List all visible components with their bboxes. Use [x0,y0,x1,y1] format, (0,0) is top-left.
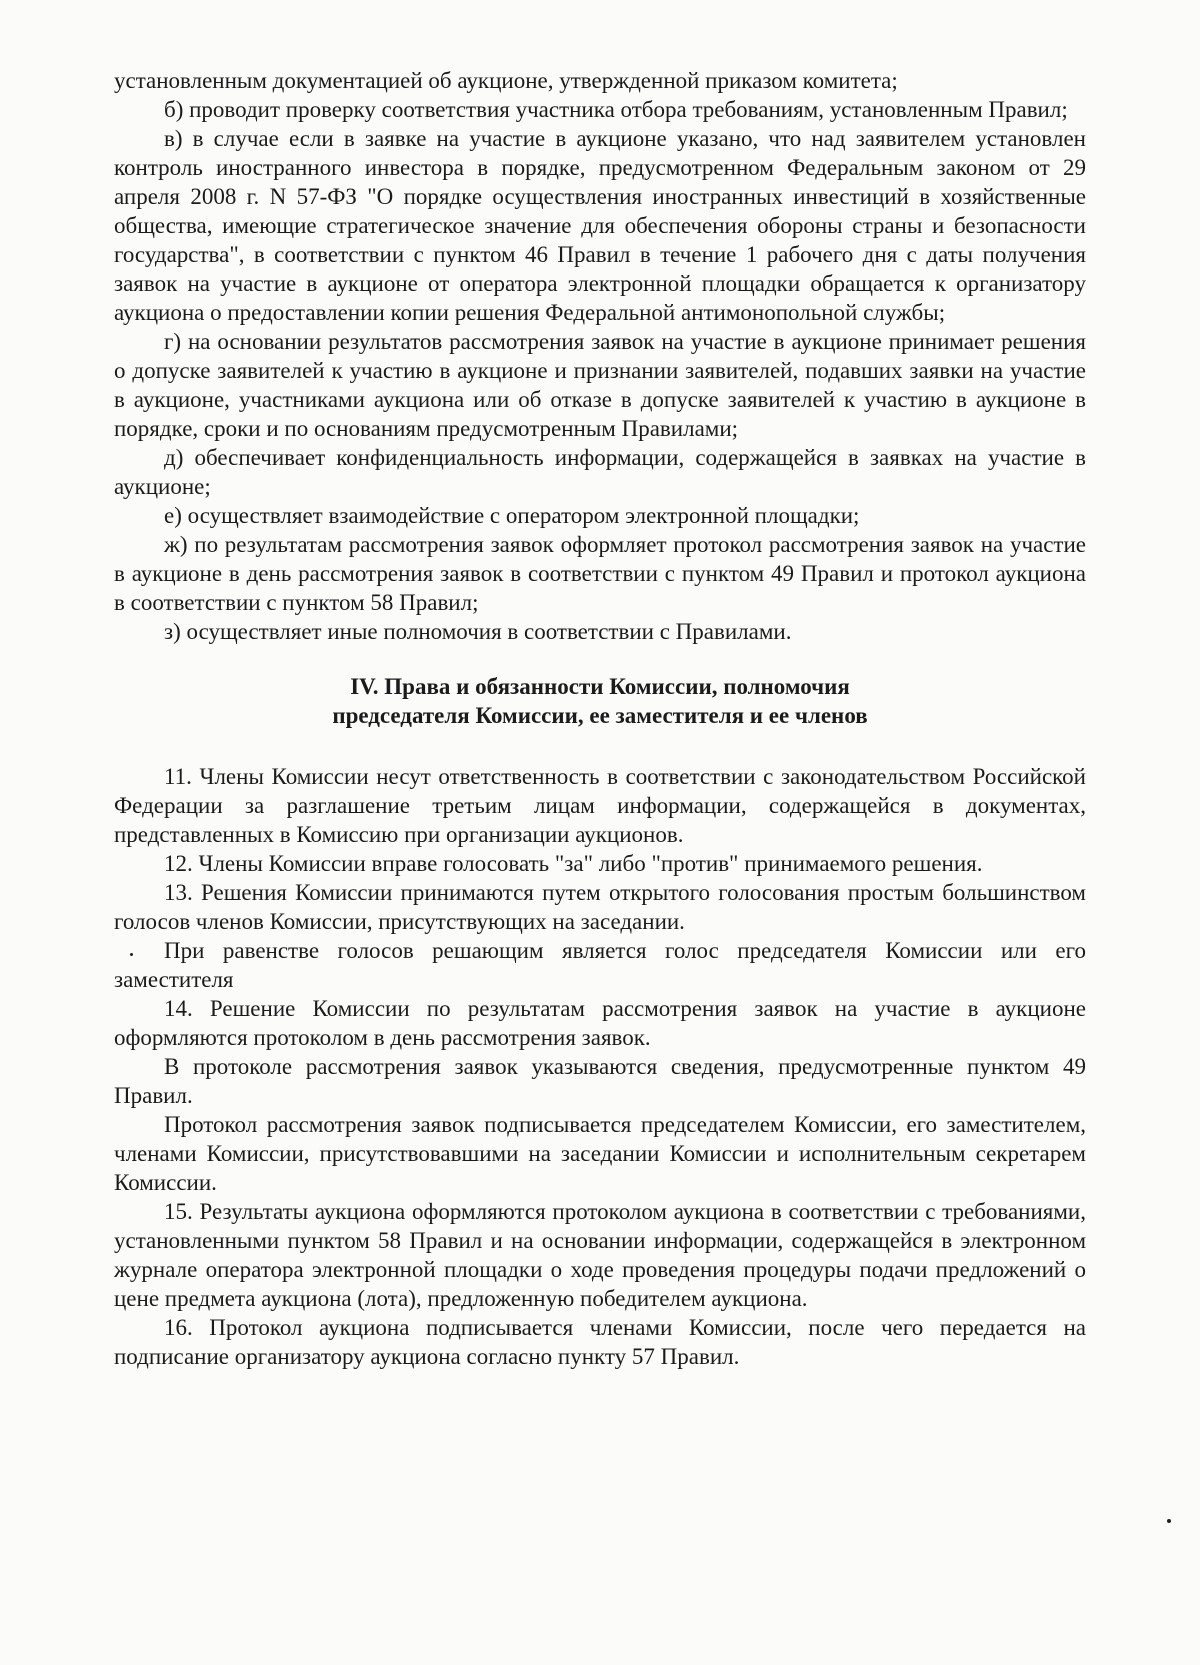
paragraph-item-g: г) на основании результатов рассмотрения заявок на участие в аукционе принимает решения о допуске заявителей к участию в аукционе и признании заявителей, подавших заявки на участие в аукционе, участниками аукциона или об отказе в допуске заявителей к участию в аукционе в порядке, сроки и по основаниям предусмотренным Правилами; [114,329,1086,441]
paragraph-13-tie: При равенстве голосов решающим является голос председателя Комиссии или его заместителя [114,938,1086,992]
paragraph-item-v: в) в случае если в заявке на участие в аукционе указано, что над заявителем установлен контроль иностранного инвестора в порядке, предусмотренном Федеральным законом от 29 апреля 2008 г. N 57-ФЗ "О порядке осуществления иностранных инвестиций в хозяйственные общества, имеющие стратегическое значение для обеспечения обороны страны и безопасности государства", в соответствии с пунктом 46 Правил в течение 1 рабочего дня с даты получения заявок на участие в аукционе от оператора электронной площадки обращается к организатору аукциона о предоставлении копии решения Федеральной антимонопольной службы; [114,126,1086,325]
paragraph-item-z: з) осуществляет иные полномочия в соответствии с Правилами. [164,619,792,644]
document-body [114,66,1086,1371]
paragraph-item-e: е) осуществляет взаимодействие с оператором электронной площадки; [164,503,860,528]
paragraph-15: 15. Результаты аукциона оформляются протоколом аукциона в соответствии с требованиями, установленными пунктом 58 Правил и на основании информации, содержащейся в электронном журнале оператора электронной площадки о ходе проведения процедуры подачи предложений о цене предмета аукциона (лота), предложенную победителем аукциона. [114,1199,1086,1311]
paragraph-14: 14. Решение Комиссии по результатам рассмотрения заявок на участие в аукционе оформляются протоколом в день рассмотрения заявок. [114,996,1086,1050]
paragraph-14-signing: Протокол рассмотрения заявок подписывается председателем Комиссии, его заместителем, членами Комиссии, присутствовавшими на заседании Комиссии и исполнительным секретарем Комиссии. [114,1112,1086,1195]
paragraph-14-contents: В протоколе рассмотрения заявок указываются сведения, предусмотренные пунктом 49 Правил. [114,1054,1086,1108]
paragraph-item-b: б) проводит проверку соответствия участника отбора требованиям, установленным Правил; [164,97,1068,122]
paragraph-12: 12. Члены Комиссии вправе голосовать "за" либо "против" принимаемого решения. [164,851,983,876]
scan-speck [130,953,133,956]
scan-speck [1167,1519,1171,1523]
section-heading-line-1: IV. Права и обязанности Комиссии, полномочия [350,674,850,699]
section-heading-line-2: председателя Комиссии, ее заместителя и ее членов [332,703,868,728]
paragraph-continuation: установленным документацией об аукционе, утвержденной приказом комитета; [114,68,898,93]
paragraph-11: 11. Члены Комиссии несут ответственность в соответствии с законодательством Российской Федерации за разглашение третьим лицам информации, содержащейся в документах, представленных в Комиссию при организации аукционов. [114,764,1086,847]
paragraph-item-d: д) обеспечивает конфиденциальность информации, содержащейся в заявках на участие в аукционе; [114,445,1086,499]
section-heading [114,672,1086,730]
paragraph-13: 13. Решения Комиссии принимаются путем открытого голосования простым большинством голосов членов Комиссии, присутствующих на заседании. [114,880,1086,934]
paragraph-item-zh: ж) по результатам рассмотрения заявок оформляет протокол рассмотрения заявок на участие в аукционе в день рассмотрения заявок в соответствии с пунктом 49 Правил и протокол аукциона в соответствии с пунктом 58 Правил; [114,532,1086,615]
paragraph-16: 16. Протокол аукциона подписывается членами Комиссии, после чего передается на подписание организатору аукциона согласно пункту 57 Правил. [114,1315,1086,1369]
